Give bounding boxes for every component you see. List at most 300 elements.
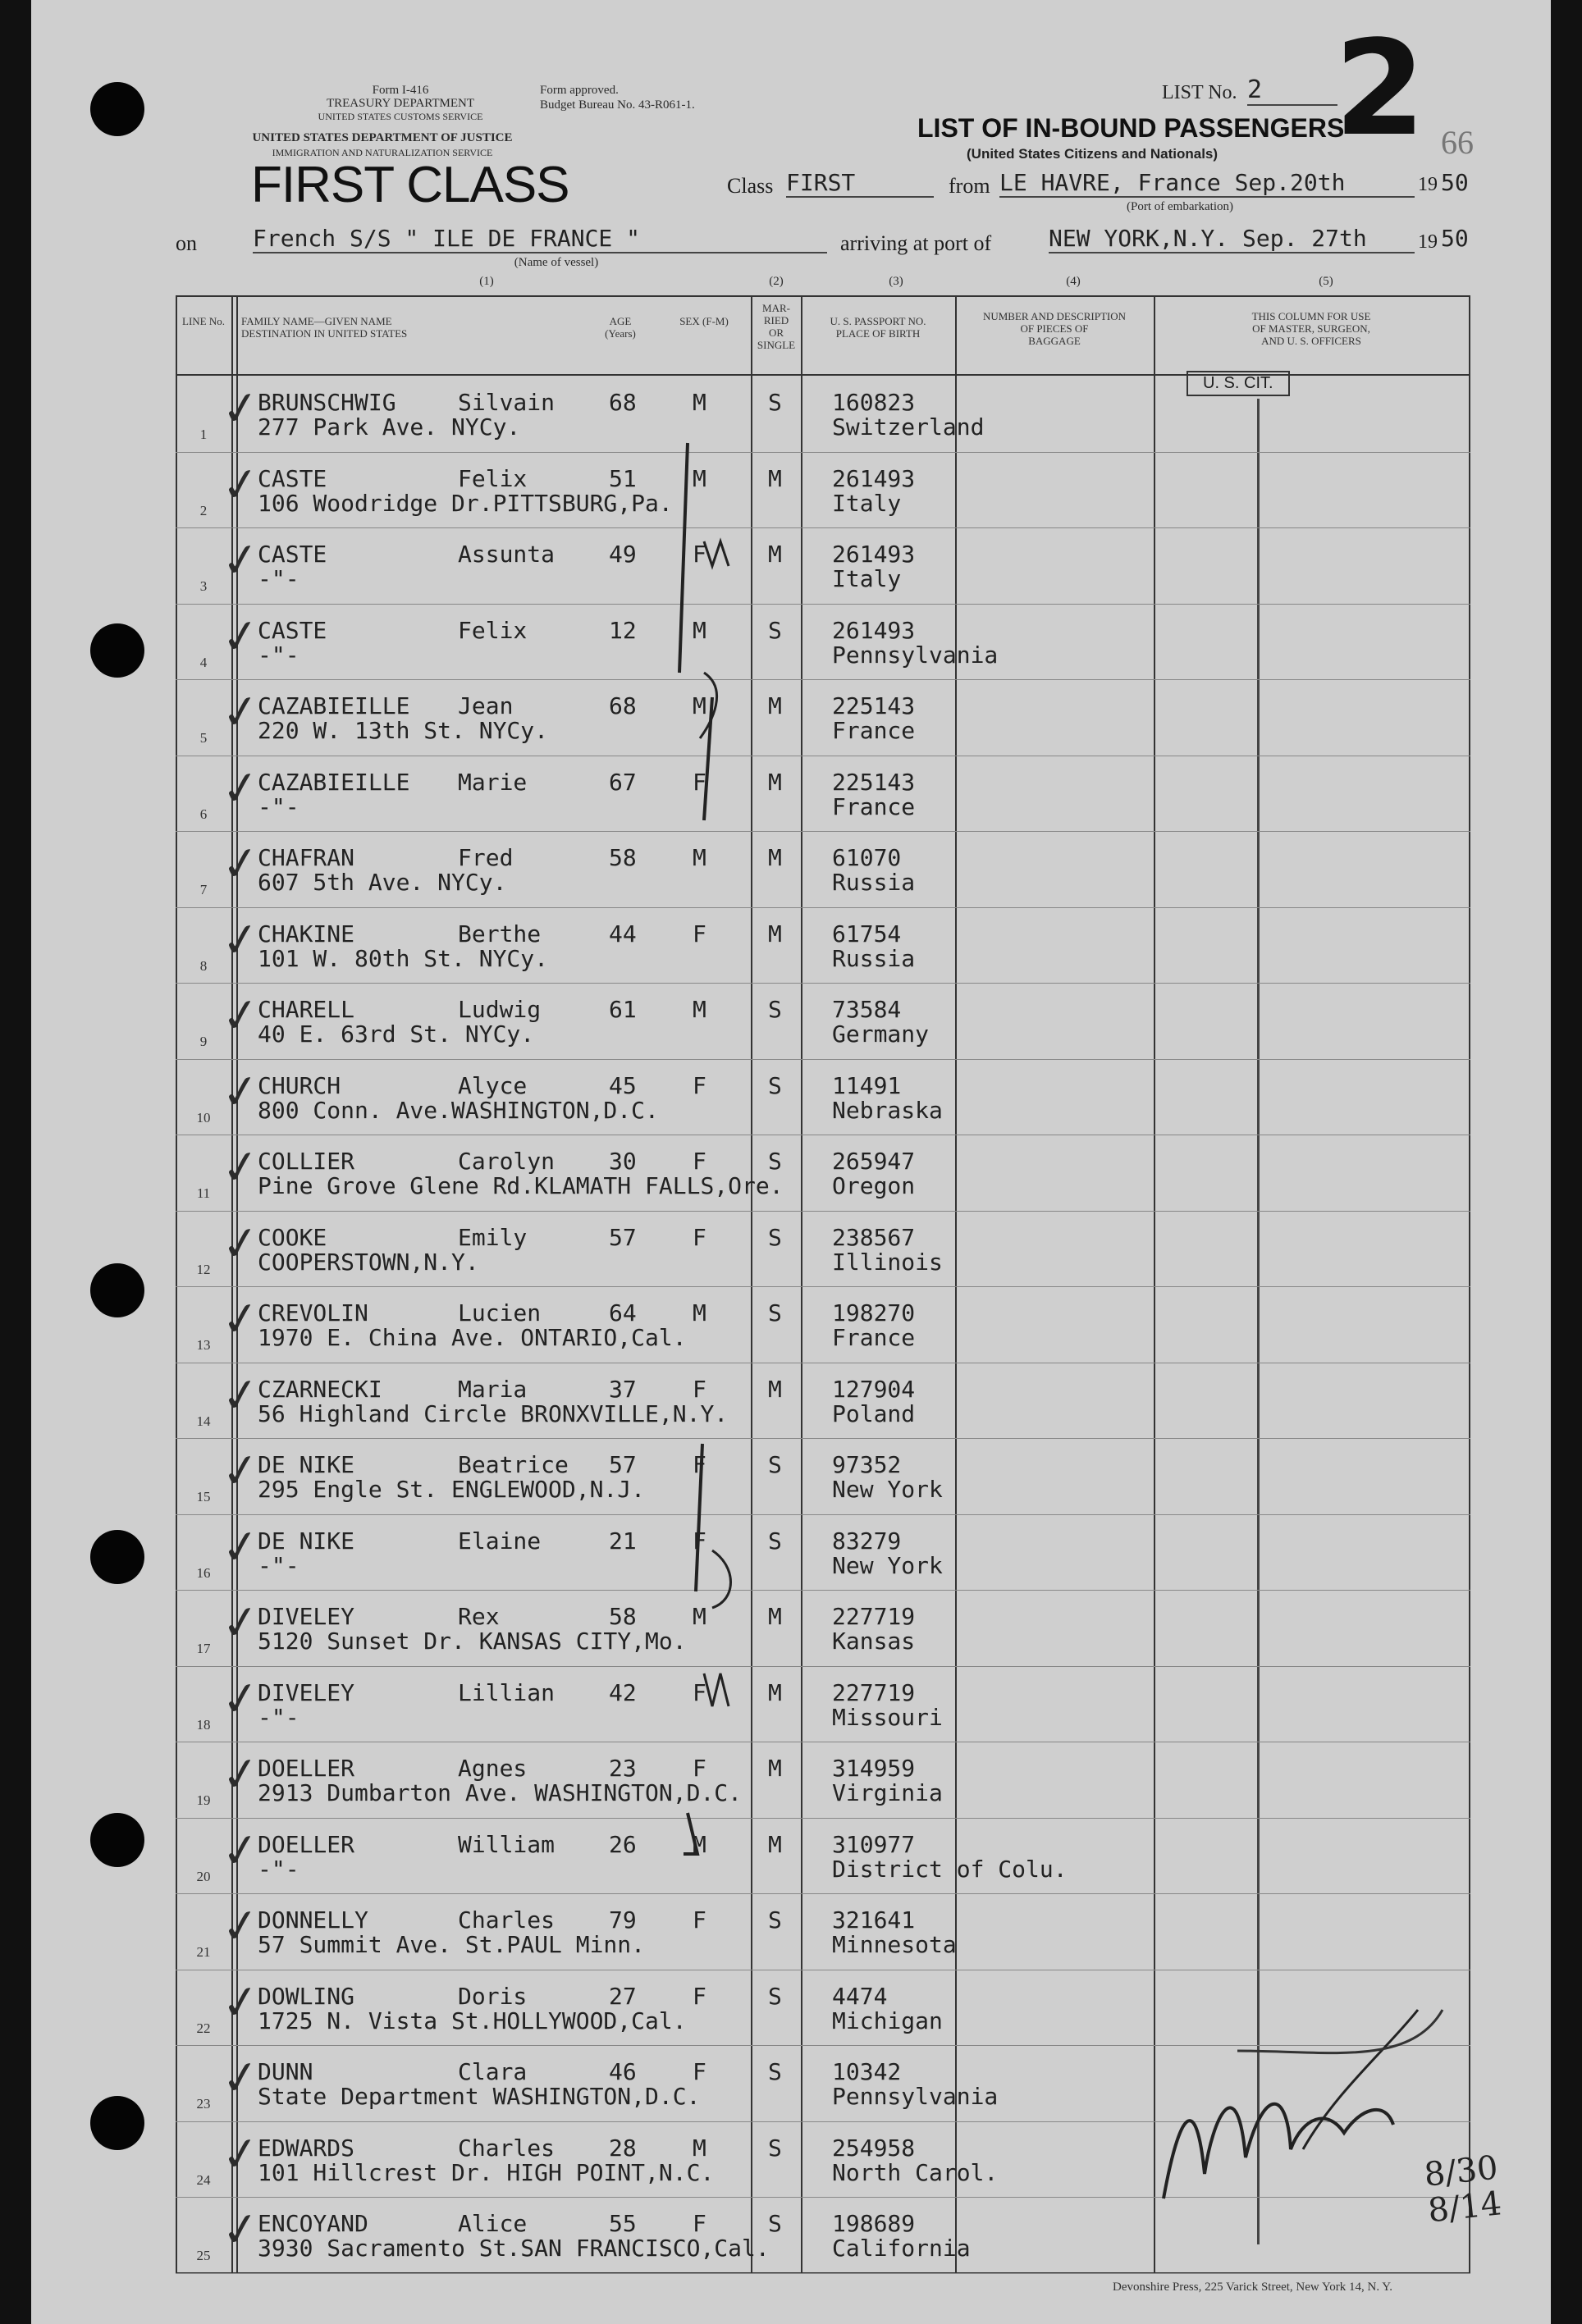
row-divider xyxy=(176,1286,1470,1287)
family-name: CHAFRAN xyxy=(258,844,355,871)
given-name: Elaine xyxy=(458,1527,542,1555)
passport-number: 254958 xyxy=(832,2134,916,2162)
table-top-border xyxy=(176,295,1470,297)
form-number: Form I-416 xyxy=(372,84,429,97)
line-number: 14 xyxy=(196,1413,211,1429)
age: 42 xyxy=(609,1678,637,1706)
place-of-birth: France xyxy=(832,717,916,744)
sex: F xyxy=(693,1906,706,1934)
col-divider xyxy=(1154,295,1155,2274)
destination: COOPERSTOWN,N.Y. xyxy=(258,1248,479,1276)
col-header-name: FAMILY NAME—GIVEN NAME DESTINATION IN UNITED STATES xyxy=(241,315,408,340)
age: 28 xyxy=(609,2134,637,2162)
passport-number: 225143 xyxy=(832,768,916,796)
passport-number: 314959 xyxy=(832,1755,916,1782)
us-citizen-stamp: U. S. CIT. xyxy=(1186,371,1290,396)
sex: F xyxy=(693,1755,706,1782)
sex: M xyxy=(693,1603,706,1630)
place-of-birth: Pennsylvania xyxy=(832,641,999,669)
line-number: 21 xyxy=(196,1944,211,1960)
family-name: DE NIKE xyxy=(258,1527,355,1555)
row-divider xyxy=(176,1438,1470,1439)
sex: M xyxy=(693,844,706,871)
place-of-birth: Virginia xyxy=(832,1779,943,1806)
family-name: DIVELEY xyxy=(258,1678,355,1706)
family-name: DOELLER xyxy=(258,1755,355,1782)
treasury-label: TREASURY DEPARTMENT xyxy=(326,97,475,110)
marital-status: M xyxy=(768,768,782,796)
line-number: 11 xyxy=(196,1185,211,1201)
check-mark-icon: ✓ xyxy=(217,1973,264,2032)
marital-status: S xyxy=(768,2058,782,2085)
sex: F xyxy=(693,1148,706,1175)
marital-status: M xyxy=(768,844,782,871)
given-name: Agnes xyxy=(458,1755,528,1782)
col-num-2: (2) xyxy=(769,275,784,288)
line-number: 18 xyxy=(196,1716,211,1733)
line-number: 22 xyxy=(196,2020,211,2036)
given-name: Felix xyxy=(458,464,528,492)
document-title: LIST OF IN-BOUND PASSENGERS xyxy=(917,113,1345,143)
check-mark-icon: ✓ xyxy=(217,1669,264,1728)
sex: F xyxy=(693,1678,706,1706)
marital-status: S xyxy=(768,1071,782,1099)
given-name: Doris xyxy=(458,1982,528,2010)
family-name: BRUNSCHWIG xyxy=(258,389,396,416)
handwritten-list-number: 2 xyxy=(1334,11,1426,165)
age: 37 xyxy=(609,1375,637,1403)
age: 67 xyxy=(609,768,637,796)
destination: 3930 Sacramento St.SAN FRANCISCO,Cal. xyxy=(258,2235,770,2262)
place-of-birth: Germany xyxy=(832,1020,930,1048)
family-name: DONNELLY xyxy=(258,1906,368,1934)
place-of-birth: New York xyxy=(832,1551,943,1579)
family-name: CASTE xyxy=(258,616,327,644)
marital-status: M xyxy=(768,692,782,719)
check-mark-icon: ✓ xyxy=(217,1746,264,1804)
col-num-1: (1) xyxy=(479,275,494,288)
destination: Pine Grove Glene Rd.KLAMATH FALLS,Ore. xyxy=(258,1172,784,1199)
age: 45 xyxy=(609,1071,637,1099)
destination: -"- xyxy=(258,1855,299,1883)
place-of-birth: Italy xyxy=(832,489,902,517)
col-header-baggage: NUMBER AND DESCRIPTION OF PIECES OF BAGGAGE xyxy=(982,310,1127,347)
justice-label: UNITED STATES DEPARTMENT OF JUSTICE xyxy=(252,131,513,144)
arriving-year: 50 xyxy=(1441,225,1469,252)
age: 26 xyxy=(609,1830,637,1858)
family-name: DIVELEY xyxy=(258,1603,355,1630)
passport-number: 261493 xyxy=(832,541,916,568)
marital-status: M xyxy=(768,464,782,492)
table-left-border xyxy=(176,295,177,2274)
line-number: 20 xyxy=(196,1868,211,1884)
sex: F xyxy=(693,541,706,568)
list-no-value: 2 xyxy=(1247,75,1337,106)
family-name: EDWARDS xyxy=(258,2134,355,2162)
manifest-sheet xyxy=(31,0,1551,2324)
line-number: 8 xyxy=(199,957,208,974)
line-number: 16 xyxy=(196,1564,211,1581)
passport-number: 4474 xyxy=(832,1982,888,2010)
given-name: Maria xyxy=(458,1375,528,1403)
sex: F xyxy=(693,1071,706,1099)
punch-hole xyxy=(90,82,144,136)
place-of-birth: France xyxy=(832,792,916,820)
check-mark-icon: ✓ xyxy=(217,987,264,1045)
given-name: Marie xyxy=(458,768,528,796)
first-class-stamp: FIRST CLASS xyxy=(251,157,569,213)
line-number: 5 xyxy=(199,730,208,746)
marital-status: M xyxy=(768,1678,782,1706)
sex: F xyxy=(693,1451,706,1478)
given-name: Beatrice xyxy=(458,1451,569,1478)
check-mark-icon: ✓ xyxy=(217,1518,264,1577)
age: 57 xyxy=(609,1223,637,1251)
check-mark-icon: ✓ xyxy=(217,1214,264,1273)
sex: F xyxy=(693,1982,706,2010)
destination: -"- xyxy=(258,641,299,669)
vessel-name: French S/S " ILE DE FRANCE " xyxy=(253,225,827,253)
family-name: CHAKINE xyxy=(258,920,355,947)
given-name: William xyxy=(458,1830,556,1858)
class-label: Class xyxy=(727,174,774,198)
place-of-birth: Minnesota xyxy=(832,1931,957,1958)
line-number: 15 xyxy=(196,1489,211,1504)
col-header-officers: THIS COLUMN FOR USE OF MASTER, SURGEON, AND U. S. OFFICERS xyxy=(1251,310,1371,347)
line-number: 12 xyxy=(196,1261,211,1277)
line-number: 4 xyxy=(199,654,208,670)
family-name: CHURCH xyxy=(258,1071,341,1099)
family-name: COOKE xyxy=(258,1223,327,1251)
marital-status: S xyxy=(768,616,782,644)
marital-status: S xyxy=(768,1148,782,1175)
arriving-label: arriving at port of xyxy=(840,231,992,255)
passport-number: 61754 xyxy=(832,920,902,947)
passport-number: 127904 xyxy=(832,1375,916,1403)
given-name: Emily xyxy=(458,1223,528,1251)
check-mark-icon: ✓ xyxy=(217,911,264,970)
document-subtitle: (United States Citizens and Nationals) xyxy=(967,146,1219,162)
col-header-sex: SEX (F-M) xyxy=(679,315,729,327)
place-of-birth: France xyxy=(832,1324,916,1351)
place-of-birth: Italy xyxy=(832,565,902,592)
marital-status: M xyxy=(768,1603,782,1630)
destination: State Department WASHINGTON,D.C. xyxy=(258,2083,701,2110)
marital-status: S xyxy=(768,2210,782,2237)
officer-pen-line xyxy=(1257,399,1260,2244)
row-divider xyxy=(176,604,1470,605)
age: 12 xyxy=(609,616,637,644)
given-name: Ludwig xyxy=(458,996,542,1023)
marital-status: S xyxy=(768,996,782,1023)
line-number: 6 xyxy=(199,806,208,822)
age: 64 xyxy=(609,1299,637,1326)
passport-number: 97352 xyxy=(832,1451,902,1478)
given-name: Jean xyxy=(458,692,514,719)
age: 30 xyxy=(609,1148,637,1175)
line-number: 9 xyxy=(199,1034,208,1049)
given-name: Alice xyxy=(458,2210,528,2237)
printer-footer: Devonshire Press, 225 Varick Street, New York 14, N. Y. xyxy=(1113,2281,1392,2294)
passport-number: 83279 xyxy=(832,1527,902,1555)
given-name: Charles xyxy=(458,1906,556,1934)
passport-number: 227719 xyxy=(832,1603,916,1630)
place-of-birth: District of Colu. xyxy=(832,1855,1068,1883)
sex: M xyxy=(693,1830,706,1858)
row-divider xyxy=(176,452,1470,453)
check-mark-icon: ✓ xyxy=(217,1366,264,1425)
col-divider xyxy=(801,295,802,2274)
col-num-5: (5) xyxy=(1319,275,1333,288)
check-mark-icon: ✓ xyxy=(217,1290,264,1349)
given-name: Charles xyxy=(458,2134,556,2162)
check-mark-icon: ✓ xyxy=(217,1442,264,1500)
punch-hole xyxy=(90,623,144,678)
destination: 220 W. 13th St. NYCy. xyxy=(258,717,549,744)
family-name: CHARELL xyxy=(258,996,355,1023)
family-name: CAZABIEILLE xyxy=(258,768,410,796)
family-name: COLLIER xyxy=(258,1148,355,1175)
place-of-birth: Nebraska xyxy=(832,1096,943,1124)
passport-number: 61070 xyxy=(832,844,902,871)
passport-number: 73584 xyxy=(832,996,902,1023)
place-of-birth: North Carol. xyxy=(832,2158,999,2186)
from-year: 50 xyxy=(1441,169,1469,196)
marital-status: S xyxy=(768,1906,782,1934)
row-divider xyxy=(176,983,1470,984)
arriving-value: NEW YORK,N.Y. Sep. 27th xyxy=(1049,225,1415,253)
line-number: 25 xyxy=(196,2248,211,2263)
ins-label: IMMIGRATION AND NATURALIZATION SERVICE xyxy=(272,147,493,158)
handwritten-age-annotations xyxy=(655,427,753,1903)
age: 27 xyxy=(609,1982,637,2010)
given-name: Clara xyxy=(458,2058,528,2085)
sex: F xyxy=(693,2210,706,2237)
passport-number: 198270 xyxy=(832,1299,916,1326)
sex: F xyxy=(693,1527,706,1555)
passport-number: 310977 xyxy=(832,1830,916,1858)
row-divider xyxy=(176,527,1470,528)
line-number: 19 xyxy=(196,1792,211,1808)
arriving-year-prefix: 19 xyxy=(1418,231,1438,253)
sex: M xyxy=(693,464,706,492)
row-divider xyxy=(176,1893,1470,1894)
destination: 5120 Sunset Dr. KANSAS CITY,Mo. xyxy=(258,1628,687,1655)
from-value: LE HAVRE, France Sep.20th xyxy=(999,169,1415,198)
destination: 101 Hillcrest Dr. HIGH POINT,N.C. xyxy=(258,2158,715,2186)
marital-status: S xyxy=(768,1299,782,1326)
sex: M xyxy=(693,2134,706,2162)
family-name: CASTE xyxy=(258,464,327,492)
handwritten-date-note: 8/30 8/14 xyxy=(1422,2148,1504,2230)
age: 68 xyxy=(609,389,637,416)
row-divider xyxy=(176,679,1470,680)
passport-number: 261493 xyxy=(832,616,916,644)
age: 61 xyxy=(609,996,637,1023)
col-header-line-no: LINE No. xyxy=(182,315,225,327)
row-divider xyxy=(176,1211,1470,1212)
sex: F xyxy=(693,1223,706,1251)
port-embarkation-caption: (Port of embarkation) xyxy=(1127,200,1233,213)
col-header-passport: U. S. PASSPORT NO. PLACE OF BIRTH xyxy=(830,315,926,340)
given-name: Lillian xyxy=(458,1678,556,1706)
family-name: CAZABIEILLE xyxy=(258,692,410,719)
age: 55 xyxy=(609,2210,637,2237)
marital-status: S xyxy=(768,1982,782,2010)
punch-hole xyxy=(90,2096,144,2150)
passport-number: 261493 xyxy=(832,464,916,492)
destination: 277 Park Ave. NYCy. xyxy=(258,413,521,441)
from-label: from xyxy=(949,174,990,198)
destination: 57 Summit Ave. St.PAUL Minn. xyxy=(258,1931,646,1958)
age: 51 xyxy=(609,464,637,492)
from-year-prefix: 19 xyxy=(1418,174,1438,195)
destination: -"- xyxy=(258,1703,299,1731)
place-of-birth: Russia xyxy=(832,869,916,896)
row-divider xyxy=(176,2273,1470,2274)
family-name: DE NIKE xyxy=(258,1451,355,1478)
given-name: Fred xyxy=(458,844,514,871)
row-divider xyxy=(176,1590,1470,1591)
passport-number: 238567 xyxy=(832,1223,916,1251)
table-right-border xyxy=(1469,295,1470,2274)
sex: F xyxy=(693,768,706,796)
line-number: 17 xyxy=(196,1641,211,1656)
on-label: on xyxy=(176,231,197,255)
given-name: Berthe xyxy=(458,920,542,947)
row-divider xyxy=(176,1059,1470,1060)
sex: M xyxy=(693,996,706,1023)
line-number: 23 xyxy=(196,2096,211,2112)
sex: M xyxy=(693,616,706,644)
check-mark-icon: ✓ xyxy=(217,532,264,590)
age: 49 xyxy=(609,541,637,568)
check-mark-icon: ✓ xyxy=(217,835,264,893)
col-header-married: MAR- RIED OR SINGLE xyxy=(757,302,796,351)
check-mark-icon: ✓ xyxy=(217,1139,264,1197)
check-mark-icon: ✓ xyxy=(217,1062,264,1121)
passport-number: 227719 xyxy=(832,1678,916,1706)
place-of-birth: Kansas xyxy=(832,1628,916,1655)
row-divider xyxy=(176,1514,1470,1515)
family-name: DOWLING xyxy=(258,1982,355,2010)
given-name: Alyce xyxy=(458,1071,528,1099)
destination: 40 E. 63rd St. NYCy. xyxy=(258,1020,535,1048)
marital-status: S xyxy=(768,1451,782,1478)
place-of-birth: Oregon xyxy=(832,1172,916,1199)
marital-status: M xyxy=(768,1755,782,1782)
check-mark-icon: ✓ xyxy=(217,455,264,514)
destination: 101 W. 80th St. NYCy. xyxy=(258,944,549,972)
marital-status: S xyxy=(768,2134,782,2162)
punch-hole xyxy=(90,1813,144,1867)
place-of-birth: Switzerland xyxy=(832,413,985,441)
family-name: DUNN xyxy=(258,2058,313,2085)
destination: 607 5th Ave. NYCy. xyxy=(258,869,507,896)
given-name: Lucien xyxy=(458,1299,542,1326)
col-num-3: (3) xyxy=(889,275,903,288)
line-number: 10 xyxy=(196,1109,211,1125)
age: 23 xyxy=(609,1755,637,1782)
sex: M xyxy=(693,692,706,719)
marital-status: S xyxy=(768,389,782,416)
row-divider xyxy=(176,907,1470,908)
sex: F xyxy=(693,920,706,947)
row-divider xyxy=(176,1818,1470,1819)
place-of-birth: California xyxy=(832,2235,971,2262)
age: 44 xyxy=(609,920,637,947)
sex: F xyxy=(693,2058,706,2085)
age: 68 xyxy=(609,692,637,719)
passport-number: 160823 xyxy=(832,389,916,416)
line-number: 2 xyxy=(199,502,208,518)
marital-status: S xyxy=(768,1527,782,1555)
col-divider xyxy=(955,295,957,2274)
list-no-label: LIST No. xyxy=(1162,82,1237,103)
check-mark-icon: ✓ xyxy=(217,683,264,742)
place-of-birth: Illinois xyxy=(832,1248,943,1276)
line-number: 1 xyxy=(199,427,208,442)
marital-status: M xyxy=(768,1830,782,1858)
check-mark-icon: ✓ xyxy=(217,1897,264,1956)
place-of-birth: New York xyxy=(832,1476,943,1503)
check-mark-icon: ✓ xyxy=(217,1821,264,1880)
destination: 2913 Dumbarton Ave. WASHINGTON,D.C. xyxy=(258,1779,743,1806)
check-mark-icon: ✓ xyxy=(217,607,264,666)
given-name: Rex xyxy=(458,1603,500,1630)
officer-signature xyxy=(1147,1993,1459,2240)
passport-number: 265947 xyxy=(832,1148,916,1175)
family-name: DOELLER xyxy=(258,1830,355,1858)
marital-status: S xyxy=(768,1223,782,1251)
sex: M xyxy=(693,1299,706,1326)
destination: 56 Highland Circle BRONXVILLE,N.Y. xyxy=(258,1399,729,1427)
given-name: Felix xyxy=(458,616,528,644)
passport-number: 11491 xyxy=(832,1071,902,1099)
destination: 1970 E. China Ave. ONTARIO,Cal. xyxy=(258,1324,687,1351)
col-header-age: AGE (Years) xyxy=(605,315,636,340)
destination: -"- xyxy=(258,565,299,592)
customs-label: UNITED STATES CUSTOMS SERVICE xyxy=(318,111,483,122)
class-value: FIRST xyxy=(786,169,934,198)
destination: -"- xyxy=(258,1551,299,1579)
marital-status: M xyxy=(768,1375,782,1403)
vessel-caption: (Name of vessel) xyxy=(514,256,599,269)
page-number: 66 xyxy=(1441,124,1474,161)
age: 21 xyxy=(609,1527,637,1555)
col-num-4: (4) xyxy=(1066,275,1081,288)
marital-status: M xyxy=(768,920,782,947)
passport-number: 321641 xyxy=(832,1906,916,1934)
family-name: CASTE xyxy=(258,541,327,568)
passport-number: 225143 xyxy=(832,692,916,719)
destination: -"- xyxy=(258,792,299,820)
given-name: Silvain xyxy=(458,389,556,416)
place-of-birth: Russia xyxy=(832,944,916,972)
age: 79 xyxy=(609,1906,637,1934)
age: 58 xyxy=(609,844,637,871)
check-mark-icon: ✓ xyxy=(217,380,264,438)
form-approved: Form approved. xyxy=(540,84,619,97)
check-mark-icon: ✓ xyxy=(217,2049,264,2107)
place-of-birth: Poland xyxy=(832,1399,916,1427)
budget-bureau: Budget Bureau No. 43-R061-1. xyxy=(540,98,695,112)
passport-number: 198689 xyxy=(832,2210,916,2237)
punch-hole xyxy=(90,1263,144,1317)
check-mark-icon: ✓ xyxy=(217,1594,264,1652)
destination: 800 Conn. Ave.WASHINGTON,D.C. xyxy=(258,1096,659,1124)
sex: F xyxy=(693,1375,706,1403)
